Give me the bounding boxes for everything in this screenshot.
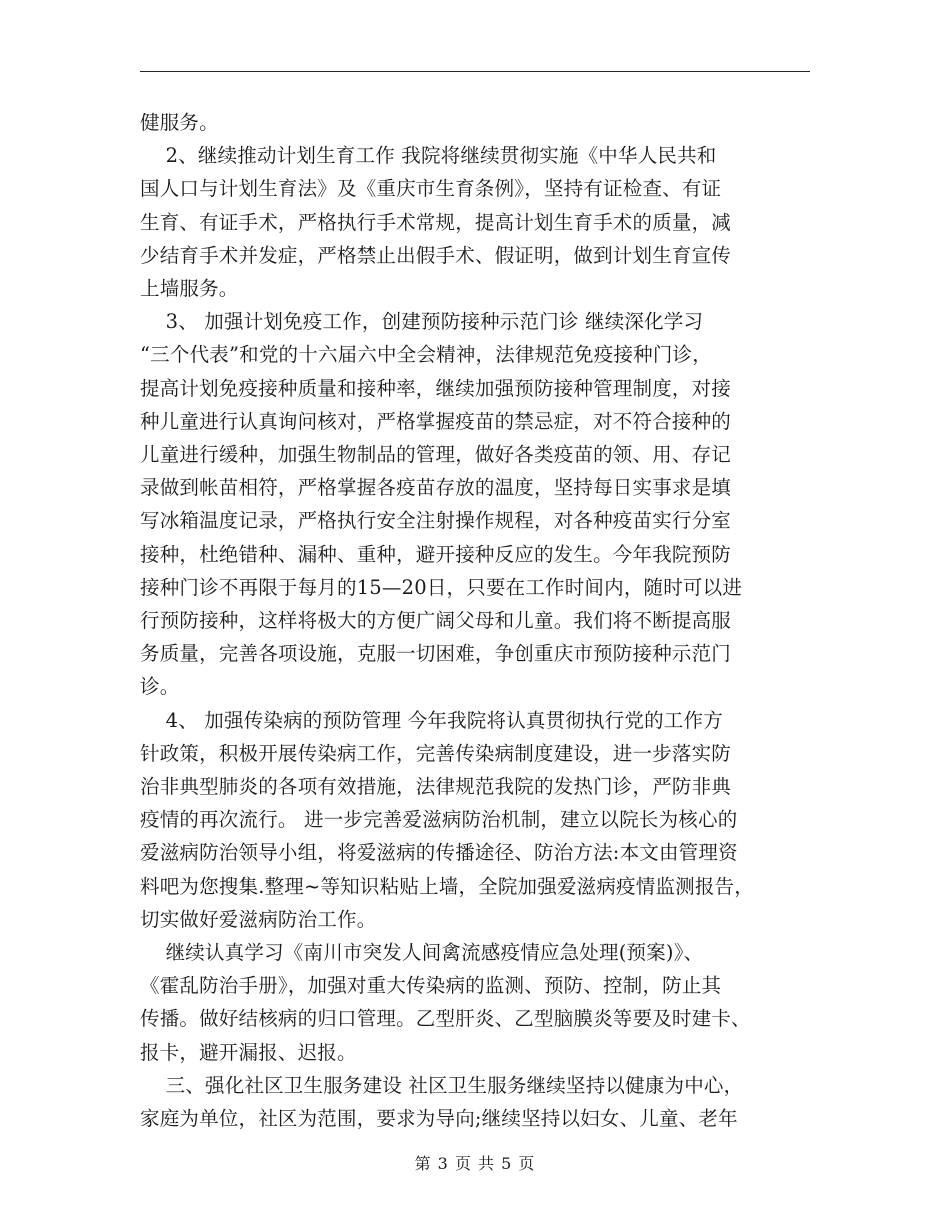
text-line: 上墙服务。 bbox=[140, 277, 239, 301]
text-line: 继续认真学习《南川市突发人间禽流感疫情应急处理(预案)》、 bbox=[140, 941, 704, 965]
text-line: 料吧为您搜集.整理~等知识粘贴上墙，全院加强爱滋病疫情监测报告， bbox=[140, 874, 754, 898]
text-line: 针政策，积极开展传染病工作，完善传染病制度建设，进一步落实防 bbox=[140, 741, 732, 765]
body-text bbox=[140, 106, 812, 1135]
text-line: 少结育手术并发症，严格禁止出假手术、假证明，做到计划生育宣传 bbox=[140, 243, 732, 267]
text-line: 《霍乱防治手册》，加强对重大传染病的监测、预防、控制，防止其 bbox=[140, 974, 722, 998]
text-line: 提高计划免疫接种质量和接种率，继续加强预防接种管理制度，对接 bbox=[140, 376, 732, 400]
text-line: “三个代表”和党的十六届六中全会精神，法律规范免疫接种门诊， bbox=[140, 343, 712, 367]
text-line: 种儿童进行认真询问核对，严格掌握疫苗的禁忌症，对不符合接种的 bbox=[140, 409, 732, 433]
text-line: 写冰箱温度记录，严格执行安全注射操作规程，对各种疫苗实行分室 bbox=[140, 509, 732, 533]
text-line: 4、 加强传染病的预防管理 今年我院将认真贯彻执行党的工作方 bbox=[140, 708, 723, 732]
text-line: 治非典型肺炎的各项有效措施，法律规范我院的发热门诊，严防非典 bbox=[140, 775, 732, 799]
text-line: 行预防接种，这样将极大的方便广阔父母和儿童。我们将不断提高服 bbox=[140, 609, 732, 633]
text-line: 报卡，避开漏报、迟报。 bbox=[140, 1040, 357, 1064]
text-line: 接种，杜绝错种、漏种、重种，避开接种反应的发生。今年我院预防 bbox=[140, 542, 732, 566]
text-line: 健服务。 bbox=[140, 111, 219, 134]
text-line: 生育、有证手术，严格执行手术常规，提高计划生育手术的质量，减 bbox=[140, 210, 732, 234]
text-line: 家庭为单位，社区为范围，要求为导向;继续坚持以妇女、儿童、老年 bbox=[140, 1107, 738, 1131]
text-line: 儿童进行缓种，加强生物制品的管理，做好各类疫苗的领、用、存记 bbox=[140, 443, 732, 467]
header-rule bbox=[140, 71, 810, 72]
text-line: 传播。做好结核病的归口管理。乙型肝炎、乙型脑膜炎等要及时建卡、 bbox=[140, 1007, 751, 1031]
page-footer: 第 3 页 共 5 页 bbox=[414, 1154, 536, 1173]
text-line: 3、 加强计划免疫工作，创建预防接种示范门诊 继续深化学习 bbox=[140, 310, 704, 334]
text-line: 切实做好爱滋病防治工作。 bbox=[140, 907, 377, 931]
text-line: 接种门诊不再限于每月的15—20日，只要在工作时间内，随时可以进 bbox=[140, 575, 743, 599]
text-line: 诊。 bbox=[140, 675, 180, 699]
text-line: 疫情的再次流行。 进一步完善爱滋病防治机制，建立以院长为核心的 bbox=[140, 808, 738, 832]
text-line: 爱滋病防治领导小组，将爱滋病的传播途径、防治方法:本文由管理资 bbox=[140, 841, 738, 865]
text-line: 国人口与计划生育法》及《重庆市生育条例》，坚持有证检查、有证 bbox=[140, 177, 722, 201]
text-line: 2、继续推动计划生育工作 我院将继续贯彻实施《中华人民共和 bbox=[140, 144, 717, 168]
text-line: 录做到帐苗相符，严格掌握各疫苗存放的温度，坚持每日实事求是填 bbox=[140, 476, 732, 500]
text-line: 三、强化社区卫生服务建设 社区卫生服务继续坚持以健康为中心， bbox=[140, 1073, 744, 1097]
text-line: 务质量，完善各项设施，克服一切困难，争创重庆市预防接种示范门 bbox=[140, 642, 732, 666]
